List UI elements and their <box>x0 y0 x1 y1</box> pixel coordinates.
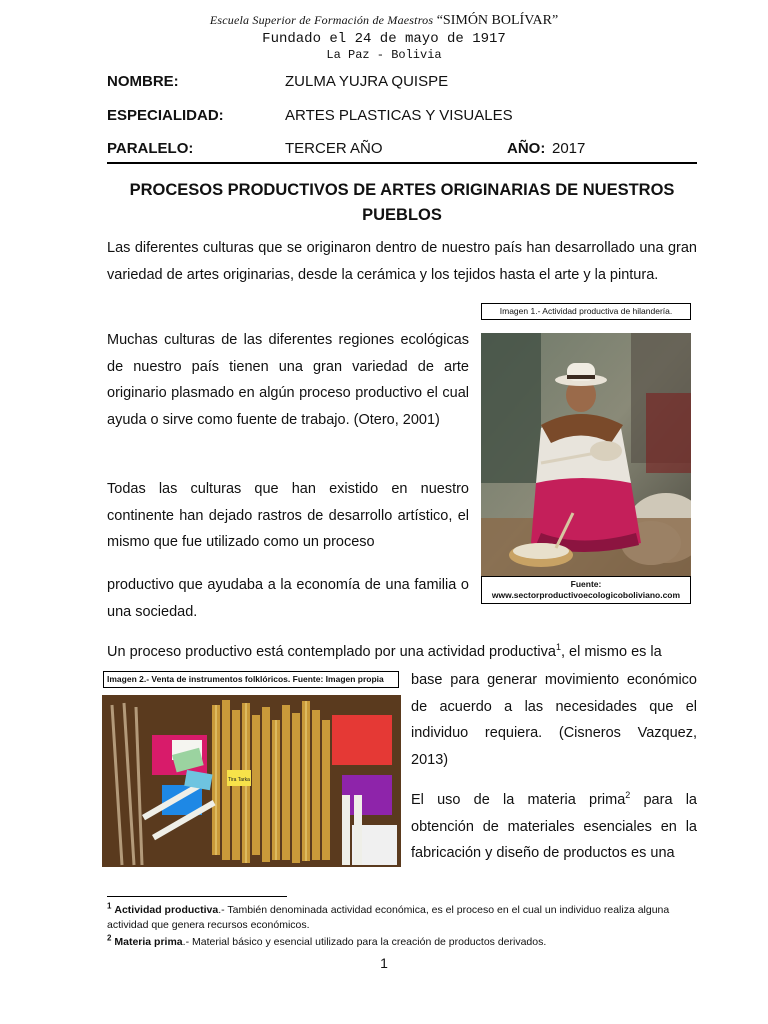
school-script-name: Escuela Superior de Formación de Maestros <box>209 13 434 27</box>
footnote-ref-2[interactable]: 2 <box>625 790 631 801</box>
anio-value: 2017 <box>552 140 586 157</box>
paralelo-value: TERCER AÑO <box>285 140 383 157</box>
especialidad-value: ARTES PLASTICAS Y VISUALES <box>285 107 513 124</box>
image-1-caption: Imagen 1.- Actividad productiva de hilandería. <box>481 303 691 320</box>
image-2-sign: Tira Tarka <box>228 777 250 783</box>
footnote-1-term: Actividad productiva <box>114 904 219 916</box>
paragraph-5-text-b: para la obtención de materiales esenciales en la fabricación y diseño de productos es una <box>411 792 697 861</box>
nombre-label: NOMBRE: <box>107 73 179 90</box>
paragraph-4-first-line <box>107 639 697 666</box>
image-1-source-label: Fuente: <box>570 579 602 589</box>
footnote-ref-1[interactable]: 1 <box>555 642 561 653</box>
paragraph-4-rest: base para generar movimiento económico de acuerdo a las necesidades que el individuo requiera. (Cisneros Vazquez, 2013) <box>411 672 697 768</box>
paragraph-2: Muchas culturas de las diferentes regiones ecológicas de nuestro país tienen una gran variedad de arte originario plasmado en algún proceso productivo el cual ayuda o sirve como fuente de trabajo. (Otero, 2001) <box>107 332 469 428</box>
paragraph-3-part-b: productivo que ayudaba a la economía de una familia o una sociedad. <box>107 577 469 620</box>
paragraph-4-text-a: Un proceso productivo está contemplado por una actividad productiva <box>107 644 556 660</box>
paragraph-4-text-b: , el mismo es la <box>560 644 662 660</box>
image-2-caption: Imagen 2.- Venta de instrumentos folklóricos. Fuente: Imagen propia <box>103 671 399 688</box>
city-line: La Paz - Bolivia <box>326 48 442 62</box>
image-1-source <box>481 576 691 604</box>
nombre-value: ZULMA YUJRA QUISPE <box>285 73 449 90</box>
header-divider <box>107 162 697 164</box>
paragraph-1: Las diferentes culturas que se originaron dentro de nuestro país han desarrollado una gran variedad de artes originarias, desde la cerámica y los tejidos hasta el arte y la pintura. <box>107 240 697 283</box>
footnote-2-mark: 2 <box>107 933 112 943</box>
image-1-source-url: www.sectorproductivoecologicoboliviano.com <box>491 590 681 600</box>
page-number: 1 <box>380 955 388 971</box>
school-header <box>0 13 768 29</box>
footnote-2-term: Materia prima <box>114 936 183 948</box>
school-name: “SIMÓN BOLÍVAR” <box>436 13 559 28</box>
image-1-spinning-photo <box>481 333 691 576</box>
document-title: PROCESOS PRODUCTIVOS DE ARTES ORIGINARIAS DE NUESTROS PUEBLOS <box>129 181 675 224</box>
footnote-1-mark: 1 <box>107 901 112 911</box>
anio-label: AÑO: <box>507 140 546 157</box>
paragraph-3-part-a: Todas las culturas que han existido en nuestro continente han dejado rastros de desarrollo artístico, el mismo que fue utilizado como un proceso <box>107 481 469 550</box>
footnote-2-text: .- Material básico y esencial utilizado para la creación de productos derivados. <box>182 936 547 948</box>
paralelo-label: PARALELO: <box>107 140 194 157</box>
paragraph-5-text-a: El uso de la materia prima <box>411 792 626 808</box>
image-2-instruments-photo <box>102 695 401 867</box>
especialidad-label: ESPECIALIDAD: <box>107 107 224 124</box>
footnote-1 <box>107 903 697 933</box>
footnote-2 <box>107 935 697 950</box>
footnote-1-text: .- También denominada actividad económica, es el proceso en el cual un individuo realiza alguna actividad que genera recursos económicos. <box>107 904 670 931</box>
paragraph-5 <box>411 787 697 867</box>
founded-line: Fundado el 24 de mayo de 1917 <box>262 31 506 47</box>
footnote-divider <box>107 896 287 897</box>
